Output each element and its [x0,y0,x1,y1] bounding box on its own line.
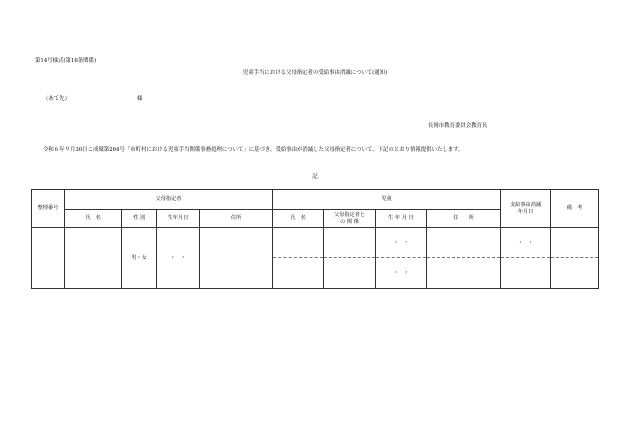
form-number: 第14号様式(第16条関係) [35,58,97,64]
child-slot-1[interactable] [551,228,598,258]
cell-end-date[interactable] [501,228,551,289]
cell-parent-name[interactable] [65,228,122,289]
child-slot-2[interactable] [551,257,598,288]
child-slot-2[interactable] [273,257,323,288]
addressee-honorific: 様 [137,96,143,102]
date-dots: ・ ・ [393,269,409,276]
cell-remarks[interactable] [551,228,599,289]
child-slot-2[interactable] [324,257,375,288]
subheader-child-address: 住 所 [427,210,501,228]
subheader-parent-address: 住所 [200,210,273,228]
subheader-parent-birth: 生年月日 [157,210,200,228]
cell-child-address[interactable] [427,228,501,289]
header-end-date: 支給事由消滅 年月日 [501,190,551,228]
date-dots: ・ ・ [517,239,534,246]
subheader-child-relation: 父母指定者と の 関 係 [324,210,376,228]
body-paragraph: 令和６年９月30日こ成環第264号「市町村における児童手当関係事務処理について」に基づき、受給事由が消滅した父母指定者について、下記のとおり情報提供いたします。 [43,147,464,153]
subheader-parent-name: 氏 名 [65,210,122,228]
cell-child-relation[interactable] [324,228,376,289]
ki-marker: 記 [312,174,318,180]
child-slot-2[interactable] [376,257,426,288]
info-table [31,189,599,289]
child-slot-1[interactable] [376,228,426,258]
cell-parent-birth[interactable] [157,228,200,289]
sex-choice-text: 男・女 [131,254,147,261]
header-serial: 整理番号 [32,190,65,228]
header-remarks: 備 考 [551,190,599,228]
date-dots: ・ ・ [170,254,186,261]
cell-serial[interactable] [32,228,65,289]
sender-name: 長岡市教育委員会教育長 [428,123,488,129]
cell-child-name[interactable] [273,228,324,289]
child-slot-1[interactable] [501,228,550,258]
child-slot-1[interactable] [273,228,323,258]
document-title: 児童手当における父母指定者の受給事由消滅について(通知) [242,70,388,76]
subheader-child-name: 氏 名 [273,210,324,228]
cell-parent-sex[interactable] [122,228,157,289]
header-parent-group: 父母指定者 [65,190,273,210]
subheader-child-birth: 生 年 月 日 [376,210,427,228]
addressee-label: （あて先） [43,96,70,102]
child-slot-1[interactable] [427,228,500,258]
header-child-group: 児童 [273,190,501,210]
subheader-parent-sex: 性 別 [122,210,157,228]
date-dots: ・ ・ [393,239,409,246]
child-slot-2[interactable] [501,257,550,288]
child-slot-1[interactable] [324,228,375,258]
cell-child-birth[interactable] [376,228,427,289]
cell-parent-address[interactable] [200,228,273,289]
child-slot-2[interactable] [427,257,500,288]
